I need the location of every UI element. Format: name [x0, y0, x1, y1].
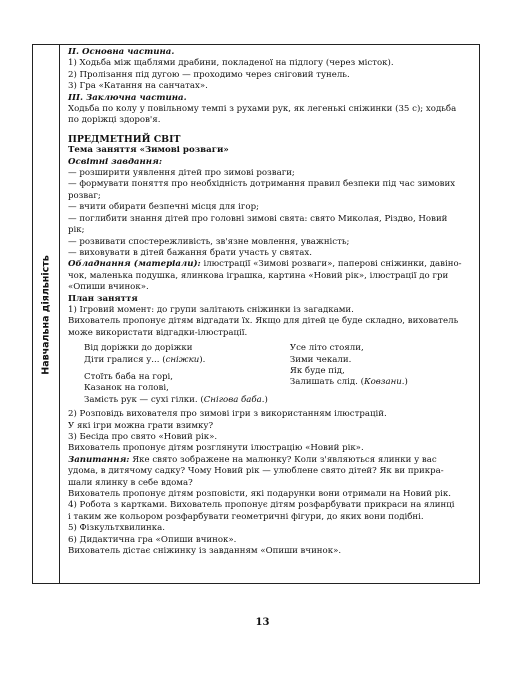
plan-item-6b: Вихователь дістає сніжинку із завданням «Опиши вчинок».: [68, 546, 342, 557]
questions-line-1: [68, 455, 473, 466]
riddle-line: Замість рук — сухі гілки. (Снігова баба.): [84, 394, 268, 405]
main-item-2: 2) Пролізання під дугою — проходимо через сніговий тунель.: [68, 69, 350, 80]
riddles-right: [290, 343, 473, 406]
page-number: 13: [255, 617, 270, 628]
plan-item-3b: Вихователь пропонує дітям розглянути ілюстрацію «Новий рік».: [68, 443, 364, 454]
goals-label: Освітні завдання:: [68, 156, 163, 167]
goal-2b: розваг;: [68, 190, 101, 201]
goal-4a: — поглибити знання дітей про головні зимові свята: свято Миколая, Різдво, Новий: [68, 213, 448, 224]
questions-text: Яке свято зображене на малюнку? Коли з'являються ялинки у вас: [129, 454, 437, 465]
riddles-block: [84, 343, 473, 406]
final-line-1: Ходьба по колу у повільному темпі з рухами рук, як легенькі сніжинки (35 с); ходьба: [68, 104, 457, 115]
plan-item-5: 5) Фізкультхвилинка.: [68, 523, 165, 534]
plan-item-4: 4) Робота з картками. Вихователь пропонує дітям розфарбувати прикраси на ялинці: [68, 500, 455, 511]
plan-item-4b: і таким же кольором розфарбувати геометричні фігури, до яких вони подібні.: [68, 511, 424, 522]
plan-item-1b: Вихователь пропонує дітям відгадати їх. Якщо для дітей це буде складно, вихователь: [68, 316, 459, 327]
main-item-3: 3) Гра «Катання на санчатах».: [68, 81, 208, 92]
riddle-line: Як буде під,: [289, 365, 345, 376]
riddle-line: Казанок на голові,: [84, 383, 169, 394]
side-label: Навчальна діяльність: [40, 255, 52, 375]
goal-5: — розвивати спостережливість, зв'язне мовлення, уважність;: [68, 236, 350, 247]
side-column: [33, 45, 60, 583]
plan-item-2: 2) Розповідь вихователя про зимові ігри з використанням ілюстрацій.: [68, 409, 387, 420]
riddle-line: Залишать слід. (Ковзани.): [289, 377, 408, 388]
goal-6: — виховувати в дітей бажання брати участь у святах.: [68, 247, 312, 258]
equipment-line-1: [68, 259, 473, 270]
riddle-line: Від доріжки до доріжки: [84, 343, 193, 354]
riddle-line: Діти гралися у... (сніжки).: [84, 354, 206, 365]
questions-line-2: удома, в дитячому садку? Чому Новий рік — улюблене свято дітей? Як ви прикра-: [68, 466, 444, 477]
main-item-1: 1) Ходьба між щаблями драбини, покладеної на підлогу (через місток).: [68, 58, 394, 69]
equipment-line-2: чок, маленька подушка, ялинкова іграшка, картина «Новий рік», ілюстрації до гри: [68, 270, 449, 281]
plan-item-3: 3) Бесіда про свято «Новий рік».: [68, 432, 218, 442]
riddle-answer: Снігова баба.: [203, 394, 265, 405]
plan-item-2b: У які ігри можна грати взимку?: [68, 420, 214, 431]
riddles-left: [84, 343, 290, 406]
riddle-answer: сніжки: [165, 354, 200, 365]
goal-3: — вчити обирати безпечні місця для ігор;: [68, 202, 260, 213]
equipment-text: ілюстрації «Зимові розваги», паперові сніжинки, давіно-: [200, 259, 462, 270]
lesson-topic: Тема заняття «Зимові розваги»: [68, 145, 229, 156]
goal-4b: рік;: [68, 225, 85, 236]
main-part-heading: ІІ. Основна частина.: [68, 47, 175, 57]
plan-item-1c: може використати відгадки-ілюстрації.: [68, 327, 248, 338]
final-part-heading: ІІІ. Заключна частина.: [68, 92, 187, 103]
equipment-line-3: «Опиши вчинок».: [68, 282, 149, 293]
riddle-answer: Ковзани.: [363, 377, 405, 388]
lesson-table: [32, 44, 480, 584]
subject-heading: ПРЕДМЕТНИЙ СВІТ: [68, 133, 181, 145]
goal-1: — розширити уявлення дітей про зимові розваги;: [68, 168, 295, 179]
plan-item-6: 6) Дидактична гра «Опиши вчинок».: [68, 534, 237, 545]
equipment-label: Обладнання (матеріали):: [68, 259, 201, 270]
plan-item-3c: Вихователь пропонує дітям розповісти, які подарунки вони отримали на Новий рік.: [68, 489, 452, 500]
plan-item-1: 1) Ігровий момент: до групи залітають сніжинки із загадками.: [68, 304, 354, 315]
goal-2a: — формувати поняття про необхідність дотримання правил безпеки під час зимових: [68, 179, 456, 190]
lesson-content: [68, 47, 473, 557]
riddle-line: Усе літо стояли,: [289, 343, 364, 354]
questions-line-3: шали ялинку в себе вдома?: [68, 477, 193, 488]
plan-label: План заняття: [68, 293, 138, 304]
riddle-line: Зими чекали.: [289, 354, 352, 365]
riddle-line: Стоїть баба на горі,: [84, 371, 173, 382]
final-line-2: по доріжці здоров'я.: [68, 115, 161, 126]
questions-label: Запитання:: [68, 454, 130, 465]
